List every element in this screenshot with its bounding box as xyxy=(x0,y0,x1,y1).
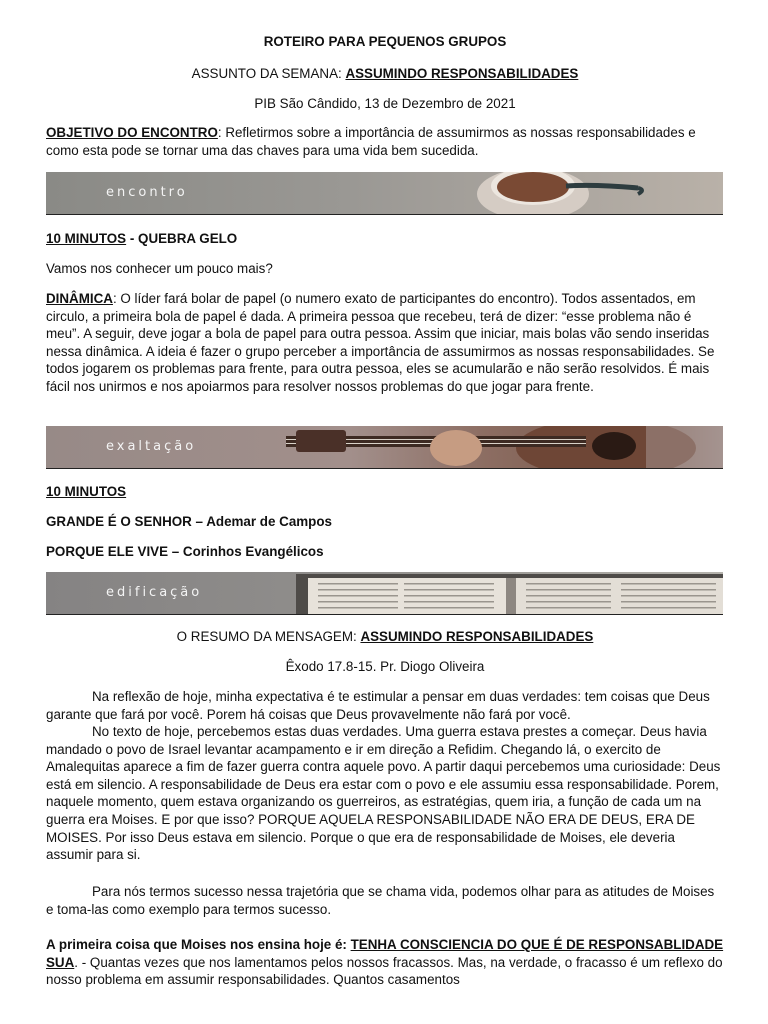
message-summary-value: ASSUMINDO RESPONSABILIDADES xyxy=(360,629,594,644)
coffee-cup-icon xyxy=(46,172,723,214)
objective-paragraph xyxy=(46,124,724,159)
dynamic-label: DINÂMICA xyxy=(46,291,113,306)
banner-exaltacao-label: exaltação xyxy=(106,439,197,454)
message-reference: Êxodo 17.8-15. Pr. Diogo Oliveira xyxy=(285,659,485,674)
first-lesson-lead: A primeira coisa que Moises nos ensina hoje é: xyxy=(46,937,351,952)
dynamic-paragraph xyxy=(46,290,724,396)
icebreaker-title: - QUEBRA GELO xyxy=(126,231,238,246)
worship-minutes: 10 MINUTOS xyxy=(46,484,127,499)
first-lesson-point: TENHA CONSCIENCIA DO QUE É DE RESPONSABLIDADE SUA xyxy=(46,937,724,970)
banner-edificacao-label: edificação xyxy=(106,585,203,600)
subject-label: ASSUNTO DA SEMANA: xyxy=(191,66,346,81)
message-summary xyxy=(46,628,724,646)
banner-edificacao xyxy=(46,572,723,615)
banner-exaltacao xyxy=(46,426,723,469)
first-lesson-paragraph xyxy=(46,936,724,989)
banner-encontro-label: encontro xyxy=(106,185,188,200)
icebreaker-intro: Vamos nos conhecer um pouco mais? xyxy=(46,261,273,276)
subject-line xyxy=(46,65,724,83)
song-item: GRANDE É O SENHOR – Ademar de Campos xyxy=(46,514,332,529)
icebreaker-heading xyxy=(46,230,724,248)
document-title: ROTEIRO PARA PEQUENOS GRUPOS xyxy=(263,34,507,49)
song-item: PORQUE ELE VIVE – Corinhos Evangélicos xyxy=(46,544,324,559)
message-paragraph-1: Na reflexão de hoje, minha expectativa é te estimular a pensar em duas verdades: tem coisas que Deus garante que fará por você. Porem há coisas que Deus provavelmente não fará por você. xyxy=(46,689,710,722)
first-lesson-text: . - Quantas vezes que nos lamentamos pelos nossos fracassos. Mas, na verdade, o fracasso é um reflexo do nosso problema em assumir responsabilidades. Quantos casamentos xyxy=(46,954,723,988)
icebreaker-minutes: 10 MINUTOS xyxy=(46,231,127,246)
place-date: PIB São Cândido, 13 de Dezembro de 2021 xyxy=(254,96,516,111)
message-summary-label: O RESUMO DA MENSAGEM: xyxy=(176,629,361,644)
message-paragraph-3: Para nós termos sucesso nessa trajetória que se chama vida, podemos olhar para as atitudes de Moises e toma-las como exemplo para termos sucesso. xyxy=(46,884,715,917)
dynamic-text: : O líder fará bolar de papel (o numero exato de participantes do encontro). Todos assentados, em circulo, a primeira bola de papel é dada. A primeira pessoa que recebeu, terá de dizer: “esse problema não é meu”. A seguir, deve jogar a bola de papel para outra pessoa. Assim que iniciar, mais bolas vão sendo inseridas nessa dinâmica. A ideia é fazer o grupo perceber a importância de assumirmos as nossas responsabilidades. Se todos jogarem os problemas para frente, para outra pessoa, eles se acumularão e não serão resolvidos. É mais fácil nos unirmos e nos apoiarmos para resolver nossos problemas do que jogar para frente. xyxy=(46,291,715,394)
objective-text: : Refletirmos sobre a importância de assumirmos as nossas responsabilidades e como esta pode se tornar uma das chaves para uma vida bem sucedida. xyxy=(46,125,696,158)
objective-label: OBJETIVO DO ENCONTRO xyxy=(46,125,218,140)
message-paragraph-2: No texto de hoje, percebemos estas duas verdades. Uma guerra estava prestes a começar. Deus havia mandado o povo de Israel levantar acampamento e ir em direção a Refidim. Chegando lá, o exercito de Amalequitas aparece a fim de fazer guerra contra aquele povo. A partir daqui percebemos uma curiosidade: Deus está em silencio. A responsabilidade de Deus era estar com o povo e ele assumiu essa responsabilidade. Porem, naquele momento, quem estava organizando os guerreiros, as estratégias, quem iria, a função de cada um na guerra era Moises. E por que isso? PORQUE AQUELA RESPONSABILIDADE NÃO ERA DE DEUS, ERA DE MOISES. Por isso Deus estava em silencio. Porque o que era de responsabilidade de Moises, ele deveria assumir para si. xyxy=(46,724,721,863)
subject-value: ASSUMINDO RESPONSABILIDADES xyxy=(345,66,579,81)
banner-encontro xyxy=(46,172,723,215)
